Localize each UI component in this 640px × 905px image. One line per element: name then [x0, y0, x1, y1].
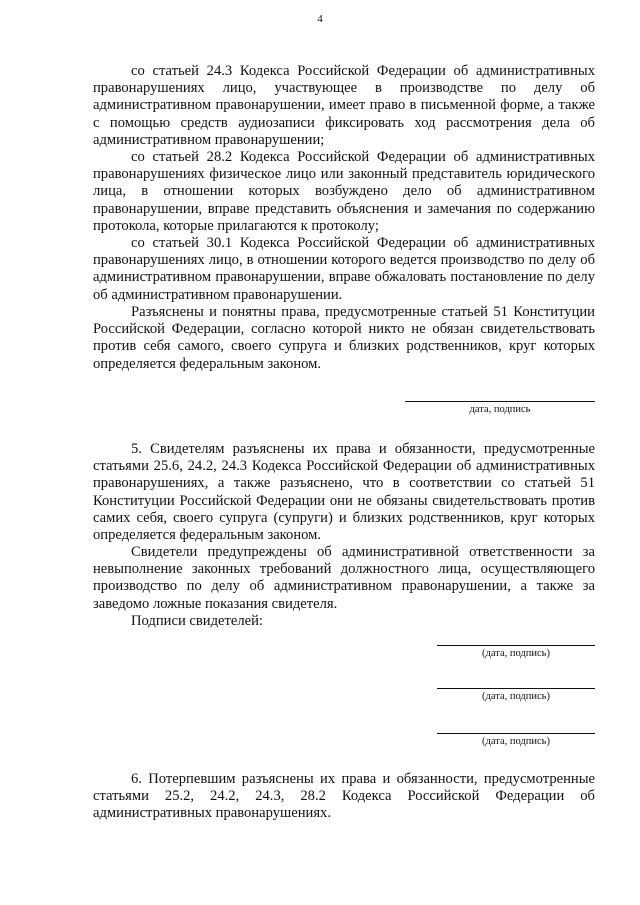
paragraph-article-24-3: со статьей 24.3 Кодекса Российской Федерации об административных правонарушениях лицо, участвующее в производстве по делу об административном правонарушении, имеет право в письменной форме, а также с помощью средств аудиозаписи фиксировать ход рассмотрения дела об административном правонарушении;: [93, 63, 595, 148]
paragraph-article-28-2: со статьей 28.2 Кодекса Российской Федерации об административных правонарушениях физическое лицо или законный представитель юридического лица, в отношении которых возбуждено дело об административном правонарушении, вправе представить объяснения и замечания по содержанию протокола, которые прилагаются к протоколу;: [93, 149, 595, 234]
witness-signatures-label: Подписи свидетелей:: [131, 613, 263, 629]
witness-signature-line: [437, 688, 595, 689]
paragraph-witness-warning: Свидетели предупреждены об административной ответственности за невыполнение законных требований должностного лица, осуществляющего производство по делу об административном правонарушении, а также за заведомо ложные показания свидетеля.: [93, 544, 595, 612]
signature-caption: дата, подпись: [469, 404, 531, 415]
page-number: 4: [317, 13, 323, 25]
paragraph-witness-rights: 5. Свидетелям разъяснены их права и обязанности, предусмотренные статьями 25.6, 24.2, 24.3 Кодекса Российской Федерации об административных правонарушениях, а также разъяснено, что в соответствии со статьей 51 Конституции Российской Федерации они не обязаны свидетельствовать против самих себя, своего супруга (супруги) и близких родственников, круг которых определяется федеральным законом.: [93, 441, 595, 544]
witness-signature-line: [437, 733, 595, 734]
signature-line: [405, 401, 595, 402]
paragraph-constitution-51: Разъяснены и понятны права, предусмотренные статьей 51 Конституции Российской Федерации, согласно которой никто не обязан свидетельствовать против себя самого, своего супруга и близких родственников, круг которых определяется федеральным законом.: [93, 304, 595, 372]
witness-signature-caption: (дата, подпись): [482, 648, 550, 659]
paragraph-article-30-1: со статьей 30.1 Кодекса Российской Федерации об административных правонарушениях лицо, в отношении которого ведется производство по делу об административном правонарушении, вправе обжаловать постановление по делу об административном правонарушении.: [93, 235, 595, 303]
paragraph-victim-rights: 6. Потерпевшим разъяснены их права и обязанности, предусмотренные статьями 25.2, 24.2, 24.3, 28.2 Кодекса Российской Федерации об административных правонарушениях.: [93, 771, 595, 822]
witness-signature-caption: (дата, подпись): [482, 736, 550, 747]
witness-signature-caption: (дата, подпись): [482, 691, 550, 702]
witness-signature-line: [437, 645, 595, 646]
